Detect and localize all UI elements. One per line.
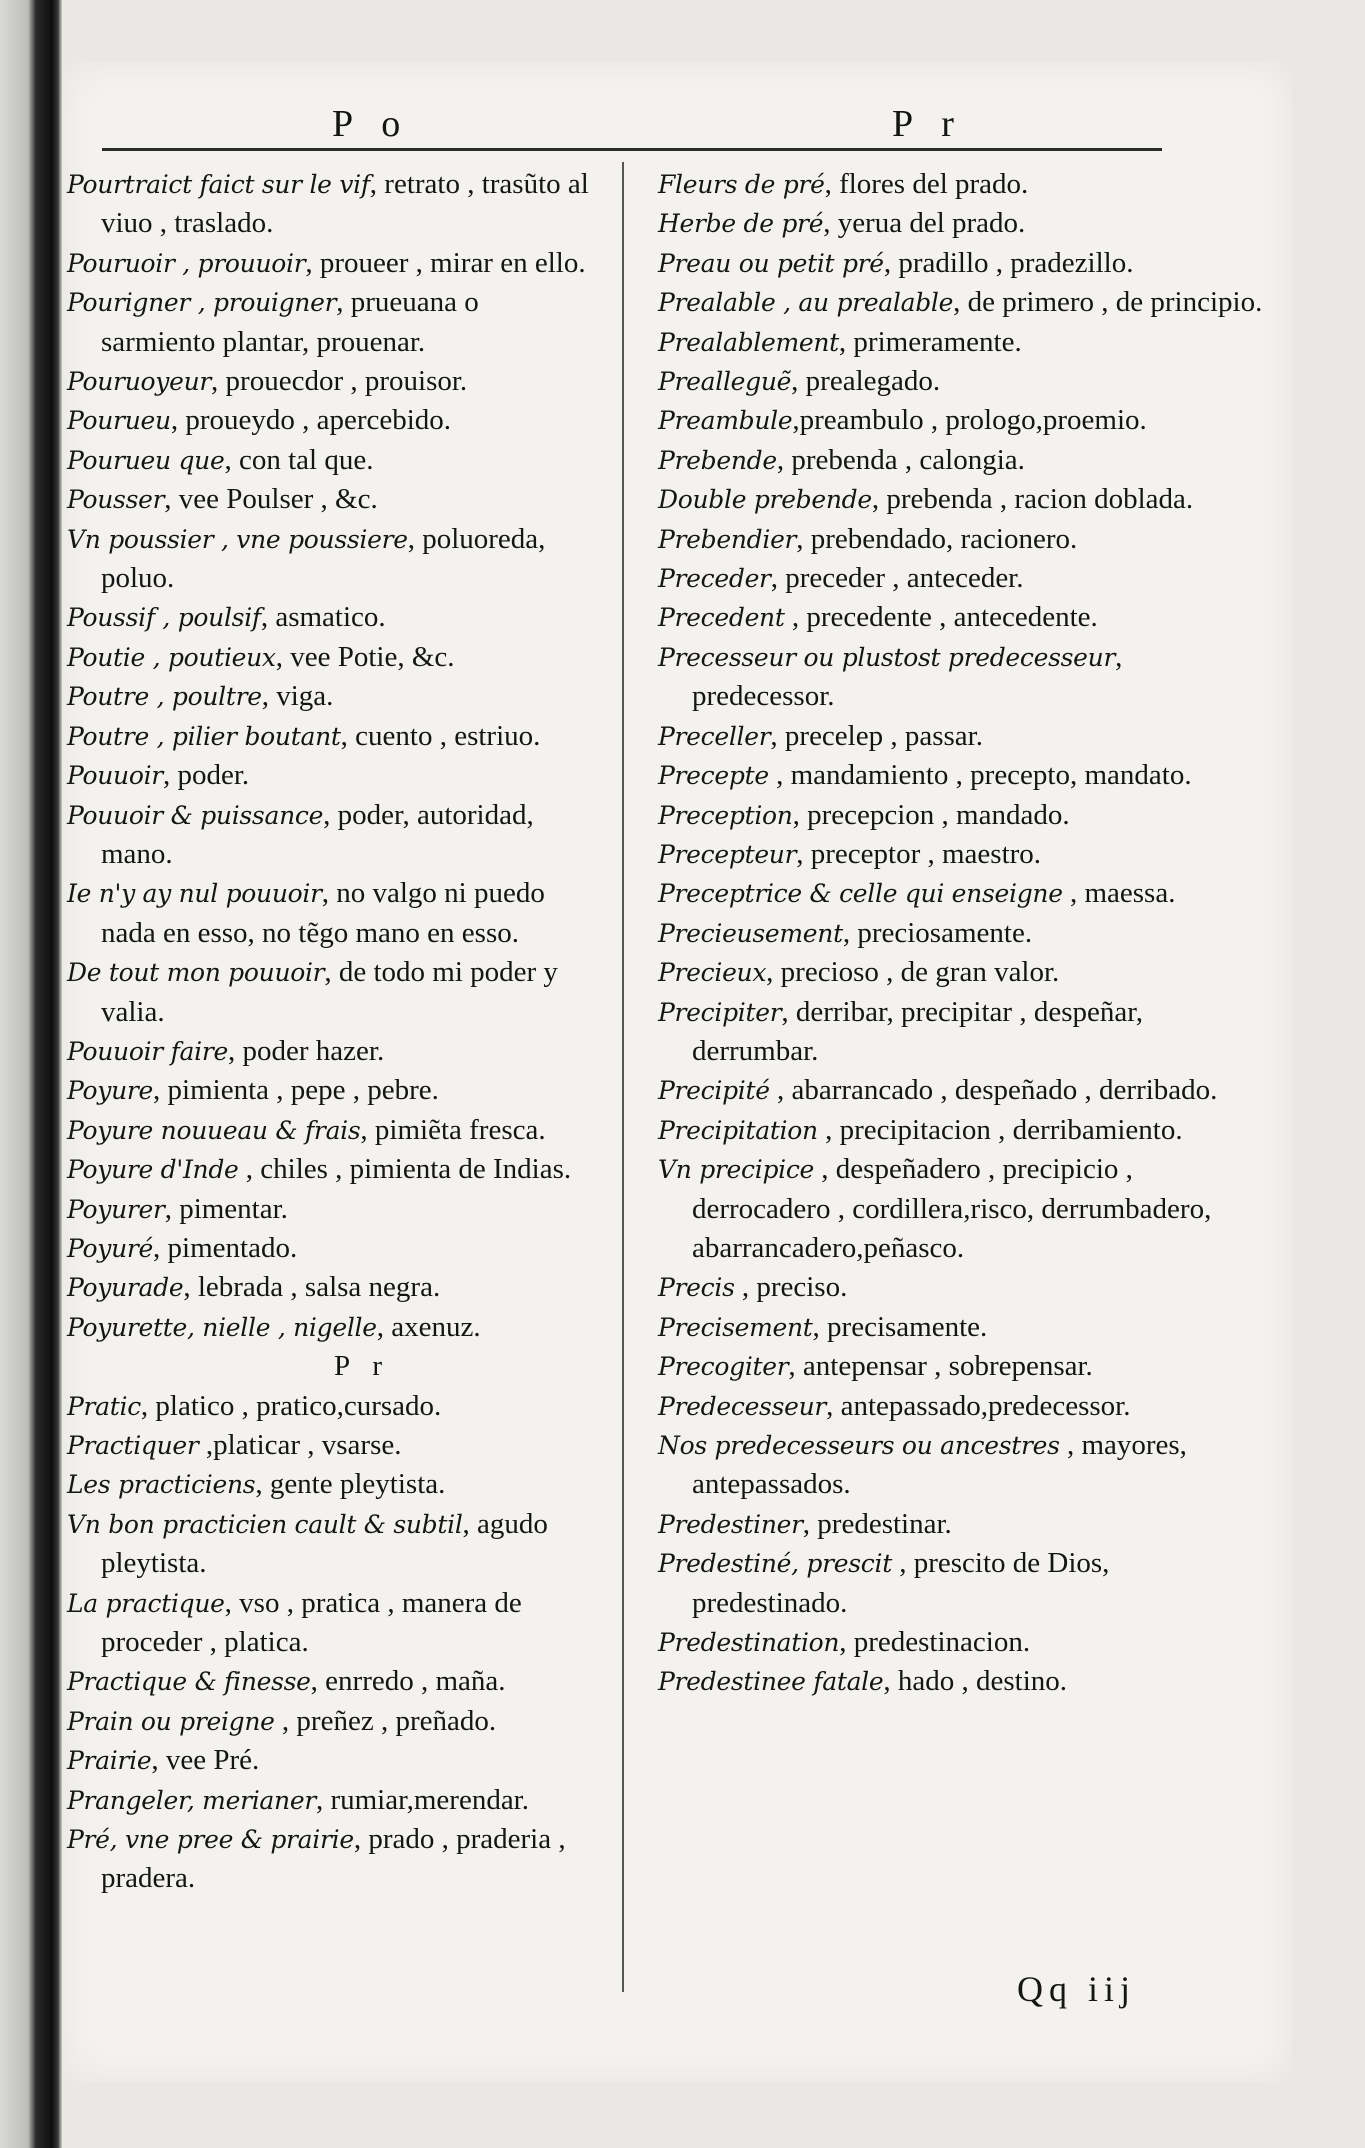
entry-definition: , preñez , preñado.	[274, 1704, 497, 1737]
entry-headword: Predestination	[658, 1628, 840, 1658]
entry-definition: , mandamiento , precepto, mandato.	[768, 759, 1192, 792]
entry-definition: ,platicar , vsarse.	[198, 1429, 402, 1461]
dictionary-entry	[658, 1071, 1268, 1110]
entry-headword: Precedent	[658, 603, 785, 633]
dictionary-entry	[67, 283, 597, 362]
entry-headword: Poyurade	[67, 1273, 184, 1303]
entry-definition: , lebrada , salsa negra.	[183, 1271, 441, 1304]
entry-headword: Precogiter	[658, 1352, 789, 1382]
entry-headword: Prebende	[658, 445, 777, 475]
entry-headword: Pourtraict faict sur le vif	[67, 170, 370, 199]
entry-headword: Precepteur	[658, 839, 797, 869]
dictionary-entry	[67, 677, 597, 716]
entry-headword: Prebendier	[658, 524, 797, 554]
entry-definition: , agudo pleytista.	[101, 1507, 548, 1580]
entry-headword: Prealable , au prealable	[658, 288, 954, 318]
dictionary-entry	[67, 401, 597, 440]
entry-definition: , vee Poulser , &c.	[164, 483, 378, 516]
entry-headword: Poutre , poultre	[67, 682, 262, 712]
dictionary-entry	[67, 441, 597, 480]
entry-definition: , poluoreda, poluo.	[101, 522, 546, 595]
entry-definition: , preceptor , maestro.	[796, 837, 1042, 870]
entry-headword: Prairie	[67, 1746, 152, 1776]
dictionary-entry	[67, 244, 597, 283]
entry-definition: , prebenda , racion doblada.	[871, 483, 1194, 516]
entry-headword: Poyure d'Inde	[67, 1155, 239, 1185]
entry-definition: , precioso , de gran valor.	[766, 956, 1060, 989]
left-entries	[67, 165, 597, 1347]
entry-headword: Pouruoyeur	[67, 367, 212, 397]
entry-headword: Pousser	[67, 485, 165, 515]
dictionary-page	[62, 62, 1292, 2082]
entry-headword: Predestiné, prescit	[658, 1549, 892, 1579]
entry-definition: , pimiẽta fresca.	[360, 1113, 546, 1146]
dictionary-entry	[67, 1702, 597, 1741]
entry-headword: Prealablement	[658, 327, 839, 357]
dictionary-entry	[658, 1111, 1268, 1150]
book-binding-edge	[0, 0, 62, 2148]
entry-definition: , vso , pratica , manera de proceder , platica.	[101, 1586, 522, 1659]
dictionary-entry	[658, 717, 1268, 756]
entry-headword: Preceder	[658, 564, 771, 594]
entry-definition: , vee Pré.	[151, 1744, 260, 1777]
dictionary-entry	[658, 244, 1268, 283]
entry-definition: , prescito de Dios, predestinado.	[692, 1547, 1110, 1619]
entry-headword: Pouuoir	[67, 761, 163, 791]
entry-definition: , con tal que.	[224, 443, 374, 476]
entry-definition: , pimentado.	[153, 1231, 298, 1264]
dictionary-entry	[67, 796, 597, 875]
entry-definition: , proueer , mirar en ello.	[305, 246, 586, 279]
entry-definition: , precipitacion , derribamiento.	[817, 1113, 1183, 1146]
entry-definition: , prebenda , calongia.	[776, 443, 1025, 476]
entry-headword: Preau ou petit pré	[658, 248, 884, 278]
entry-headword: Precis	[658, 1273, 735, 1303]
entry-headword: Les practiciens	[67, 1470, 256, 1500]
dictionary-entry	[67, 1465, 597, 1504]
dictionary-entry	[658, 993, 1268, 1072]
entry-headword: Poyurette, nielle , nigelle	[67, 1312, 377, 1342]
dictionary-entry	[67, 1741, 597, 1780]
signature-mark: Qq iij	[1017, 1969, 1137, 2009]
entry-definition: , predecessor.	[692, 640, 1123, 713]
entry-headword: Preceller	[658, 721, 771, 751]
dictionary-entry	[67, 1111, 597, 1150]
entry-definition: , viga.	[261, 680, 334, 713]
entry-definition: , preceder , anteceder.	[770, 562, 1024, 595]
entry-definition: , flores del prado.	[824, 168, 1029, 200]
dictionary-entry	[658, 835, 1268, 874]
entry-definition: , de todo mi poder y valia.	[101, 956, 558, 1028]
entry-headword: Poutie , poutieux	[67, 642, 276, 672]
dictionary-entry	[67, 1584, 597, 1663]
entry-headword: Preambule	[658, 406, 793, 436]
dictionary-entry	[658, 1544, 1268, 1623]
dictionary-entry	[67, 1505, 597, 1584]
entry-headword: Practiquer	[67, 1431, 199, 1460]
entry-headword: Double prebende	[658, 485, 872, 515]
dictionary-entry	[658, 1662, 1268, 1701]
entry-definition: , abarrancado , despeñado , derribado.	[769, 1074, 1218, 1107]
entry-definition: , predestinar.	[802, 1507, 952, 1540]
entry-definition: , chiles , pimienta de Indias.	[238, 1153, 572, 1186]
entry-definition: , preciosamente.	[842, 916, 1033, 949]
dictionary-entry	[67, 1781, 597, 1820]
dictionary-entry	[658, 874, 1268, 913]
entry-definition: , precelер , passar.	[770, 719, 983, 752]
dictionary-entry	[67, 1387, 597, 1426]
dictionary-entry	[658, 796, 1268, 835]
entry-definition: , mayores, antepassados.	[692, 1429, 1187, 1501]
entry-definition: , precisamente.	[812, 1310, 988, 1343]
entry-headword: Predestiner	[658, 1509, 803, 1539]
entry-definition: , preciso.	[734, 1271, 848, 1304]
header-rule	[102, 148, 1162, 151]
entry-headword: Poussif , poulsif	[67, 603, 261, 633]
entry-headword: Precepte	[658, 761, 769, 791]
left-entries-pr	[67, 1387, 597, 1899]
entry-headword: Pourigner , prouigner	[67, 288, 337, 318]
dictionary-entry	[67, 638, 597, 677]
dictionary-entry	[67, 480, 597, 519]
entry-definition: , prebendado, racionero.	[796, 522, 1078, 555]
entry-headword: Vn bon practicien cault & subtil	[67, 1509, 463, 1539]
dictionary-entry	[658, 1623, 1268, 1662]
entry-headword: Predestinee fatale	[658, 1667, 884, 1697]
dictionary-entry	[67, 717, 597, 756]
entry-headword: Fleurs de pré	[658, 170, 825, 199]
entry-definition: , prouecdor , prouisor.	[211, 365, 468, 398]
dictionary-entry	[658, 756, 1268, 795]
dictionary-entry	[67, 1032, 597, 1071]
entry-definition: , asmatico.	[260, 601, 386, 634]
entry-definition: , precepcion , mandado.	[792, 798, 1070, 831]
entry-headword: Ie n'y ay nul pouuoir	[67, 879, 322, 909]
dictionary-entry	[658, 362, 1268, 401]
entry-headword: Vn precipice	[658, 1155, 815, 1185]
dictionary-entry	[658, 520, 1268, 559]
entry-definition: , proueydo , apercebido.	[170, 404, 452, 437]
entry-headword: Preception	[658, 800, 793, 830]
entry-headword: Pouuoir & puissance	[67, 800, 324, 830]
entry-headword: Precieusement	[658, 918, 843, 948]
entry-definition: , hado , destino.	[883, 1665, 1068, 1698]
entry-definition: , predestinacion.	[839, 1626, 1031, 1659]
entry-definition: , no valgo ni puedo nada en esso, no tẽgo mano en esso.	[101, 877, 545, 949]
dictionary-entry	[67, 1268, 597, 1307]
entry-headword: Prain ou preigne	[67, 1706, 275, 1736]
entry-definition: , yerua del prado.	[823, 207, 1026, 240]
dictionary-entry	[67, 874, 597, 953]
dictionary-entry	[658, 559, 1268, 598]
entry-definition: , vee Potie, &c.	[275, 640, 455, 673]
entry-definition: , poder hazer.	[228, 1034, 385, 1067]
entry-headword: Prealleguẽ	[658, 367, 792, 397]
entry-headword: Pouruoir , prouuoir	[67, 248, 306, 278]
dictionary-entry	[658, 480, 1268, 519]
dictionary-entry	[67, 1820, 597, 1899]
dictionary-entry	[67, 1071, 597, 1110]
entry-definition: , antepassado,predecessor.	[826, 1389, 1131, 1422]
dictionary-entry	[658, 401, 1268, 440]
entry-definition: , enrredo , maña.	[310, 1665, 506, 1698]
entry-definition: , despeñadero , precipicio , derrocadero , cordillera,risco, derrumbadero, abarrancadero,peñasco.	[692, 1153, 1212, 1264]
dictionary-entry	[67, 598, 597, 637]
entry-definition: , pimentar.	[164, 1192, 288, 1225]
entry-headword: De tout mon pouuoir	[67, 958, 325, 988]
dictionary-entry	[658, 1426, 1268, 1505]
dictionary-entry	[658, 1347, 1268, 1386]
entry-definition: , axenuz.	[376, 1310, 481, 1343]
entry-headword: Precesseur ou plustost predecesseur	[658, 642, 1116, 672]
entry-headword: Pouuoir faire	[67, 1036, 229, 1066]
entry-definition: , de primero , de principio.	[953, 286, 1263, 319]
dictionary-entry	[67, 953, 597, 1032]
right-column	[658, 165, 1268, 1702]
dictionary-entry	[67, 520, 597, 599]
dictionary-entry	[658, 1505, 1268, 1544]
entry-definition: , prealegado.	[791, 365, 941, 398]
entry-definition: , poder, autoridad, mano.	[101, 798, 534, 870]
column-divider	[622, 162, 624, 1992]
dictionary-entry	[67, 1426, 597, 1465]
left-column	[67, 165, 597, 1899]
entry-headword: Precisement	[658, 1312, 813, 1342]
dictionary-entry	[658, 638, 1268, 717]
entry-headword: Poyurer	[67, 1194, 165, 1224]
entry-headword: Precipitation	[658, 1115, 818, 1145]
entry-headword: La practique	[67, 1588, 225, 1618]
dictionary-entry	[67, 1662, 597, 1701]
section-heading: P r	[334, 1350, 390, 1383]
entry-definition: , maessa.	[1062, 877, 1176, 910]
entry-headword: Poyure	[67, 1076, 154, 1106]
entry-headword: Vn poussier , vne poussiere	[67, 524, 408, 554]
entry-definition: , platico , pratico,cursado.	[140, 1389, 442, 1422]
entry-definition: , pimienta , pepe , pebre.	[153, 1074, 439, 1107]
entry-headword: Herbe de pré	[658, 209, 824, 239]
entry-headword: Nos predecesseurs ou ancestres	[658, 1431, 1060, 1460]
dictionary-entry	[658, 441, 1268, 480]
dictionary-entry	[67, 1190, 597, 1229]
entry-headword: Precipité	[658, 1076, 770, 1106]
entry-definition: , rumiar,merendar.	[315, 1783, 529, 1816]
dictionary-entry	[658, 1150, 1268, 1268]
entry-definition: , prueuana o sarmiento plantar, prouenar.	[101, 286, 479, 358]
entry-headword: Preceptrice & celle qui enseigne	[658, 879, 1063, 909]
dictionary-entry	[67, 165, 597, 244]
right-entries	[658, 165, 1268, 1702]
running-head-right: P r	[892, 103, 964, 145]
dictionary-entry	[67, 756, 597, 795]
entry-headword: Practique & finesse	[67, 1667, 311, 1697]
entry-headword: Prangeler, merianer	[67, 1785, 316, 1815]
dictionary-entry	[658, 283, 1268, 322]
dictionary-entry	[67, 362, 597, 401]
entry-definition: , prado , praderia , pradera.	[101, 1823, 566, 1895]
entry-headword: Poyure nouueau & frais	[67, 1115, 361, 1145]
dictionary-entry	[658, 598, 1268, 637]
entry-headword: Pourueu que	[67, 445, 225, 475]
entry-definition: , pradillo , pradezillo.	[883, 246, 1134, 279]
dictionary-entry	[658, 1308, 1268, 1347]
dictionary-entry	[658, 953, 1268, 992]
entry-definition: , primeramente.	[838, 325, 1022, 358]
entry-headword: Pourueu	[67, 406, 171, 436]
entry-definition: , cuento , estriuo.	[340, 719, 541, 752]
entry-headword: Pré, vne pree & prairie	[67, 1825, 354, 1855]
dictionary-entry	[658, 1268, 1268, 1307]
entry-headword: Precipiter	[658, 997, 782, 1027]
dictionary-entry	[658, 323, 1268, 362]
dictionary-entry	[67, 1308, 597, 1347]
dictionary-entry	[67, 1229, 597, 1268]
entry-definition: , retrato , trasũto al viuo , traslado.	[101, 168, 589, 240]
entry-definition: ,preambulo , prologo,proemio.	[792, 404, 1147, 437]
entry-definition: , gente pleytista.	[255, 1468, 446, 1501]
entry-headword: Poyuré	[67, 1233, 154, 1263]
entry-definition: , precedente , antecedente.	[784, 601, 1098, 634]
entry-definition: , poder.	[162, 759, 250, 792]
entry-definition: , derribar, precipitar , despeñar, derrumbar.	[692, 995, 1143, 1067]
entry-headword: Pratic	[67, 1391, 141, 1421]
dictionary-entry	[67, 1150, 597, 1189]
dictionary-entry	[658, 165, 1268, 204]
entry-headword: Predecesseur	[658, 1391, 827, 1421]
entry-headword: Precieux	[658, 958, 767, 988]
dictionary-entry	[658, 204, 1268, 243]
running-head-left: P o	[332, 103, 411, 145]
entry-definition: , antepensar , sobrepensar.	[788, 1350, 1093, 1383]
entry-headword: Poutre , pilier boutant	[67, 721, 341, 751]
dictionary-entry	[658, 1387, 1268, 1426]
dictionary-entry	[658, 914, 1268, 953]
